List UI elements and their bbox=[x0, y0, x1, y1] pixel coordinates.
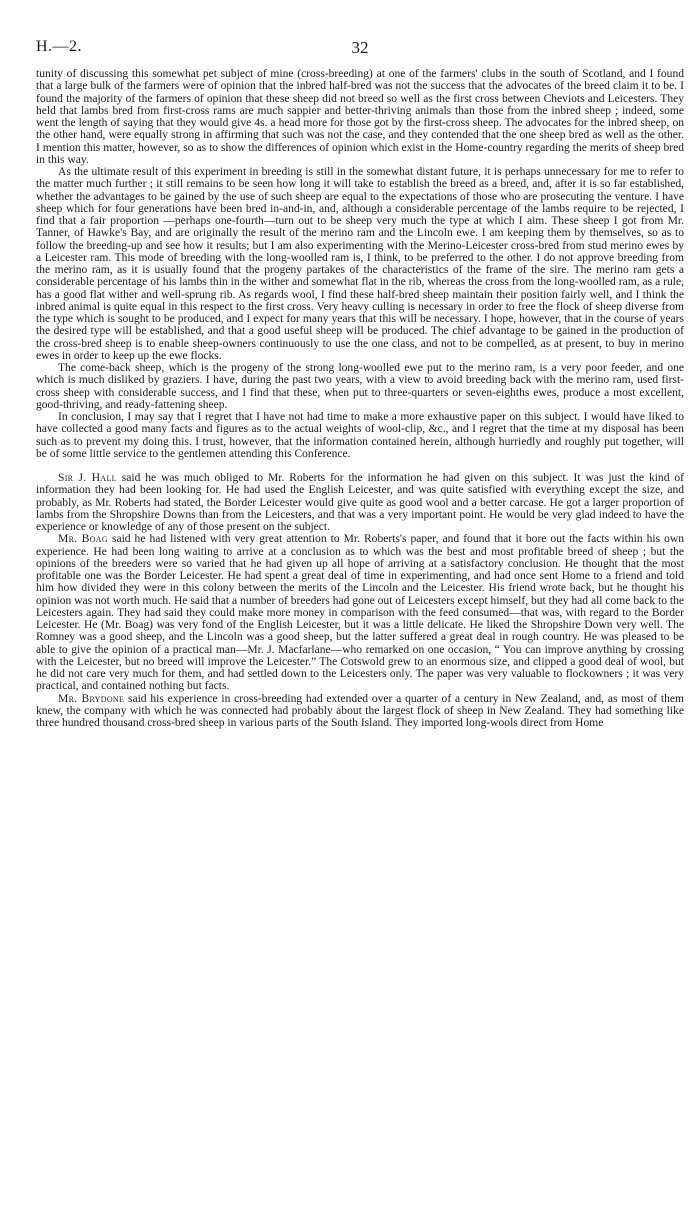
speaker-remarks: said he had listened with very great attention to Mr. Roberts's paper, and found that it bore out the facts within his own experience. He had been long waiting to arrive at a conclusion as to which was the best and most profitable breed of sheep ; but the opinions of the breeders were so varied that he had given up all hope of arriving at a satisfactory conclusion. He thought that the most profitable one was the Border Leicester. He had spent a great deal of time in experimenting, and had once sent Home to a friend and told him how divided they were in this colony between the merits of the Lincoln and the Leicester. His friend wrote back, but he thought his opinion was not worth much. He said that a number of breeders had gone out of Leicesters except himself, but they had all come back to the Leicesters again. They had said they could make more money in comparison with the feed consumed—that was, with regard to the Border Leicester. He (Mr. Boag) was very fond of the English Leicester, but it was a little delicate. He liked the Shropshire Down very well. The Romney was a good sheep, and the Lincoln was a good sheep, but the latter suffered a great deal in rough country. He was pleased to be able to give the opinion of a practical man—Mr. J. Macfarlane—who remarked on one occasion, “ You can improve anything by crossing with the Leicester, but no breed will improve the Leicester.” The Cotswold grew to an enormous size, and clipped a good deal of wool, but he did not care very much for them, and had settled down to the Leicesters only. The paper was very valuable to flockowners ; it was very practical, and contained nothing but facts. bbox=[36, 533, 684, 693]
paragraph-sir-j-hall bbox=[36, 472, 684, 533]
speaker-name: Mr. Brydone bbox=[58, 692, 125, 705]
document-page bbox=[36, 38, 684, 729]
speaker-name: Sir J. Hall bbox=[58, 472, 117, 484]
paragraph-breeding-experiment: As the ultimate result of this experiment in breeding is still in the somewhat distant future, it is perhaps unnecessary for me to refer to the matter much further ; it still remains to be seen how long it will take to establish the breed as a breed, and, after it is so far established, whether the advantages to be gained by the use of such sheep are equal to the expectations of those who are prosecuting the venture. I have sheep which for four generations have been bred in-and-in, and, although a considerable percentage of the lambs require to be rejected, I find that a fair proportion —perhaps one-fourth—turn out to be sheep very much the type at which I aim. These sheep I got from Mr. Tanner, of Hawke's Bay, and are originally the result of the merino ram and the Lincoln ewe. I am keeping them by themselves, so as to follow the breeding-up and see how it results; but I am also experimenting with the Merino-Leicester cross-bred from stud merino ewes by a Leicester ram. This mode of breeding with the long-woolled ram is, I think, to be preferred to the other. I do not approve breeding from the merino ram, as it is usually found that the progeny partakes of the characteristics of the frame of the sire. The merino ram gets a considerable percentage of his lambs thin in the wither and somewhat flat in the rib, whereas the cross from the long-woolled ram, as a rule, has a good flat wither and well-sprung rib. As regards wool, I find these half-bred sheep maintain their position fairly well, and I think the inbred animal is quite equal in this respect to the first cross. Very heavy culling is necessary in order to free the flock of sheep diverse from the type which is sought to be produced, and I expect for many years that this will be necessary. I hope, however, that in the course of years the desired type will be established, and that a good useful sheep will be produced. The chief advantage to be gained in the production of the cross-bred sheep is to enable sheep-owners continuously to use the one class, and not to be compelled, as at present, to buy in merino ewes in order to keep up the ewe flocks. bbox=[36, 166, 684, 362]
paragraph-conclusion: In conclusion, I may say that I regret that I have not had time to make a more exhaustive paper on this subject. I would have liked to have collected a good many facts and figures as to the actual weights of wool-clip, &c., and I regret that the time at my disposal has been such as to prevent my doing this. I trust, however, that the information contained herein, although hurriedly and roughly put together, will be of some little service to the gentlemen attending this Conference. bbox=[36, 411, 684, 460]
paragraph-cross-breeding-opinions: tunity of discussing this somewhat pet subject of mine (cross-breeding) at one of the farmers' clubs in the south of Scotland, and I found that a large bulk of the farmers were of opinion that the inbred half-bred was not the success that the advocates of the breed claim it to be. I found the majority of the farmers of opinion that these sheep did not breed so well as the first cross between Cheviots and Leicesters. They held that lambs bred from first-cross rams are much sappier and better-thriving animals than those from the inbred sheep ; indeed, some went the length of saying that they would give 4s. a head more for those got by the first-cross sheep. The advocates for the inbred sheep, on the other hand, were equally strong in affirming that such was not the case, and they contended that the one sheep bred as well as the other. I mention this matter, however, so as to show the differences of opinion which exist in the Home-country regarding the merits of sheep bred in this way. bbox=[36, 68, 684, 166]
page-number: 32 bbox=[351, 38, 369, 57]
document-reference: H.—2. bbox=[36, 38, 83, 55]
paragraph-mr-boag bbox=[36, 533, 684, 692]
paragraph-come-back-sheep: The come-back sheep, which is the progeny of the strong long-woolled ewe put to the merino ram, is a very poor feeder, and one which is much disliked by graziers. I have, during the past two years, with a view to avoid breeding back with the merino ram, used first-cross sheep with considerable success, and I find that these, when put to three-quarters or seven-eighths ewes, produce a most excellent, good-thriving, and ready-fattening sheep. bbox=[36, 362, 684, 411]
body-text bbox=[36, 68, 684, 729]
speaker-name: Mr. Boag bbox=[58, 533, 108, 546]
speaker-remarks: said he was much obliged to Mr. Roberts for the information he had given on this subject. It was just the kind of information they had been looking for. He had used the English Leicester, and was quite satisfied with everything except the size, and probably, as Mr. Roberts had stated, the Border Leicester would give quite as good wool and a better carcase. He got a larger proportion of lambs from the Shropshire Downs than from the Leicesters, and that was a very important point. He would be very glad indeed to have the experience or knowledge of any of those present on the subject. bbox=[36, 472, 685, 533]
speaker-remarks: said his experience in cross-breeding had extended over a quarter of a century in New Zealand, and, as most of them knew, the company with which he was connected had probably about the largest flock of sheep in New Zealand. They had something like three hundred thousand cross-bred sheep in various parts of the South Island. They imported long-wools direct from Home bbox=[36, 692, 684, 729]
paragraph-mr-brydone bbox=[36, 693, 684, 730]
page-header bbox=[36, 38, 684, 68]
